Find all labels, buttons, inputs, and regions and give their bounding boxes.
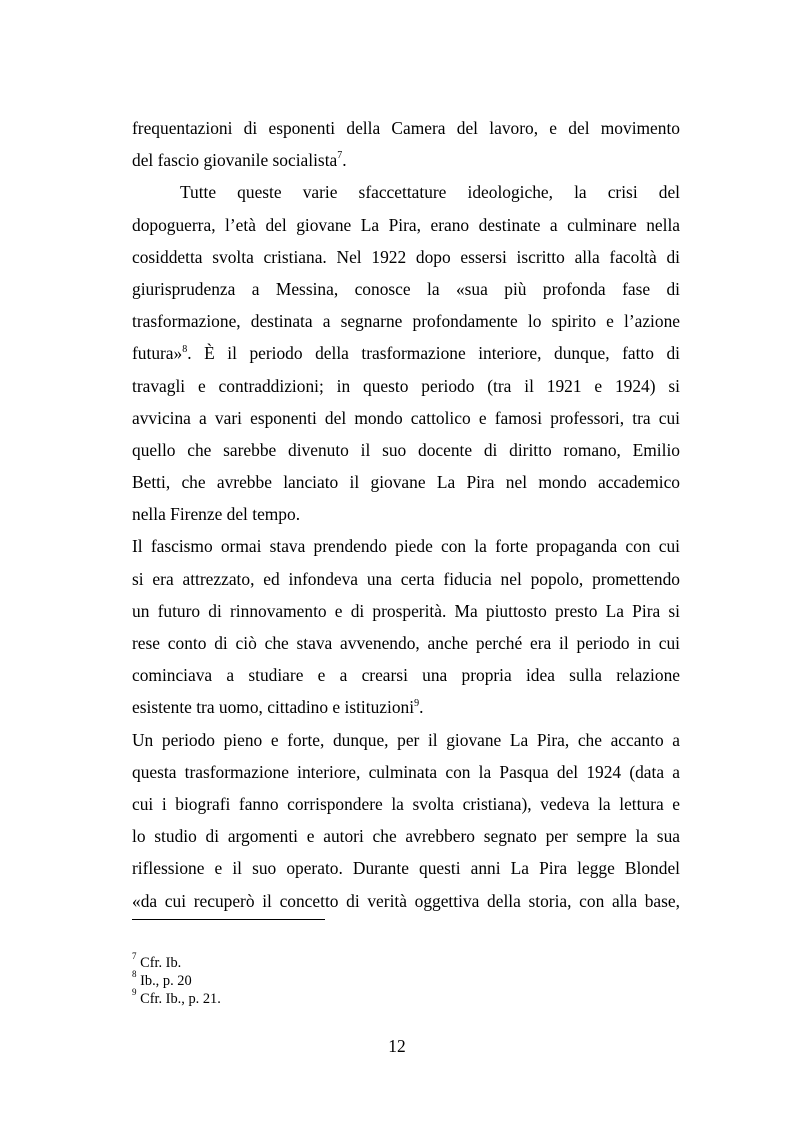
footnotes <box>132 951 680 1008</box>
footnote-ref-9[interactable]: 9 <box>414 697 420 709</box>
text-line: quello che sarebbe divenuto il suo docente di diritto romano, Emilio <box>132 439 680 460</box>
text-line: si era attrezzato, ed infondeva una certa fiducia nel popolo, promettendo <box>132 568 680 589</box>
footnote: $^7$ Cfr. Ib. <box>132 951 182 971</box>
footnote-ref-7[interactable]: 7 <box>337 150 343 162</box>
text-line: nella Firenze del tempo. <box>132 504 301 525</box>
text-line: cominciava a studiare e a crearsi una propria idea sulla relazione <box>132 665 680 686</box>
text-line: esistente tra uomo, cittadino e istituzioni$^9$. <box>132 697 424 718</box>
footnote-number: 8 <box>132 969 137 980</box>
text-line: Il fascismo ormai stava prendendo piede con la forte propaganda con cui <box>132 536 680 557</box>
text-line: lo studio di argomenti e autori che avrebbero segnato per sempre la sua <box>132 826 680 847</box>
text-line: frequentazioni di esponenti della Camera del lavoro, e del movimento <box>132 118 680 138</box>
footnote-ref-8[interactable]: 8 <box>182 343 188 355</box>
footnote-number: 7 <box>132 951 137 962</box>
text-line: Betti, che avrebbe lanciato il giovane La Pira nel mondo accademico <box>132 472 680 493</box>
footnote: $^8$ Ib., p. 20 <box>132 969 192 989</box>
text-line: cosiddetta svolta cristiana. Nel 1922 dopo essersi iscritto alla facoltà di <box>132 246 680 267</box>
text-line: travagli e contraddizioni; in questo periodo (tra il 1921 e 1924) si <box>132 375 680 396</box>
text-line: questa trasformazione interiore, culminata con la Pasqua del 1924 (data a <box>132 761 680 782</box>
text-line: «da cui recuperò il concetto di verità oggettiva della storia, con alla base, <box>132 890 680 911</box>
text-line: Un periodo pieno e forte, dunque, per il giovane La Pira, che accanto a <box>132 729 680 750</box>
footnote-divider <box>132 919 325 920</box>
text-line: giurisprudenza a Messina, conosce la «sua più profonda fase di <box>132 278 680 299</box>
footnote: $^9$ Cfr. Ib., p. 21. <box>132 987 221 1007</box>
text-line: rese conto di ciò che stava avvenendo, anche perché era il periodo in cui <box>132 633 680 653</box>
text-line: del fascio giovanile socialista$^7$. <box>132 150 347 171</box>
text-line: futura»$^8$. È il periodo della trasformazione interiore, dunque, fatto di <box>132 343 680 364</box>
text-line: trasformazione, destinata a segnarne profondamente lo spirito e l’azione <box>132 311 680 332</box>
body-text <box>132 112 680 917</box>
text-line: Tutte queste varie sfaccettature ideologiche, la crisi del <box>180 182 680 203</box>
text-line: dopoguerra, l’età del giovane La Pira, erano destinate a culminare nella <box>132 214 680 235</box>
text-line: avvicina a vari esponenti del mondo cattolico e famosi professori, tra cui <box>132 407 680 428</box>
page-number: 12 <box>388 1036 406 1056</box>
text-line: riflessione e il suo operato. Durante questi anni La Pira legge Blondel <box>132 858 680 879</box>
footnote-number: 9 <box>132 987 137 998</box>
text-line: cui i biografi fanno corrispondere la svolta cristiana), vedeva la lettura e <box>132 793 680 814</box>
text-line: un futuro di rinnovamento e di prosperità. Ma piuttosto presto La Pira si <box>132 600 680 621</box>
